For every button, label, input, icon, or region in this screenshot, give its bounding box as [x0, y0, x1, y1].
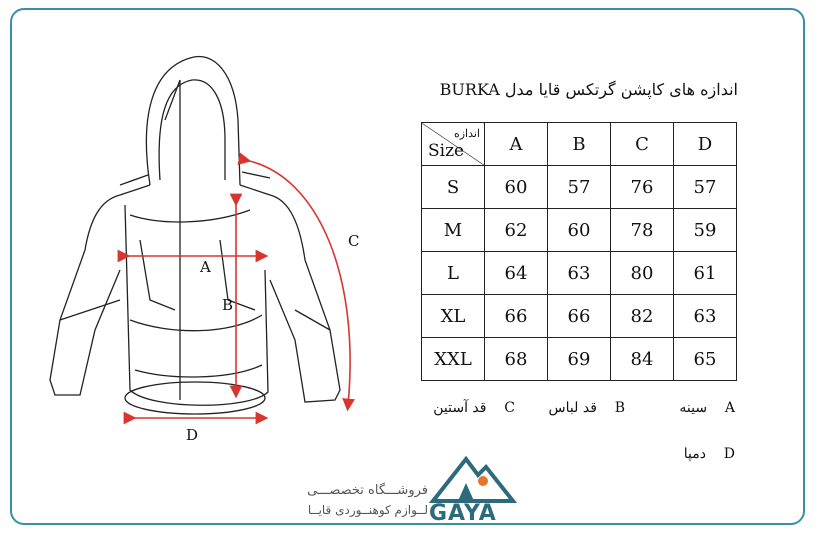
logo-brand: GAYA — [429, 501, 497, 526]
value-cell: 60 — [548, 209, 611, 252]
value-cell: 59 — [674, 209, 737, 252]
legend-d — [640, 446, 735, 462]
chart-title: اندازه های کاپشن گرتکس قایا مدل BURKA — [439, 80, 738, 99]
value-cell: 57 — [674, 166, 737, 209]
value-cell: 76 — [611, 166, 674, 209]
corner-label-fa: اندازه — [453, 127, 480, 140]
table-row — [422, 166, 737, 209]
corner-label-en: Size — [428, 141, 465, 161]
value-cell: 60 — [485, 166, 548, 209]
jacket-outline — [50, 57, 340, 414]
table-row — [422, 252, 737, 295]
column-header: A — [485, 123, 548, 166]
diagram-label-a: A — [200, 258, 211, 276]
legend-b — [530, 400, 625, 416]
value-cell: 78 — [611, 209, 674, 252]
mountain-logo-icon — [428, 455, 518, 505]
value-cell: 63 — [548, 252, 611, 295]
diagram-label-d: D — [186, 426, 199, 444]
legend-c — [420, 400, 515, 416]
legend-d-letter: D — [723, 446, 735, 462]
measurement-lines — [124, 160, 350, 418]
size-table — [421, 122, 737, 381]
value-cell: 69 — [548, 338, 611, 381]
legend-a-letter: A — [724, 400, 735, 416]
value-cell: 65 — [674, 338, 737, 381]
size-cell: S — [422, 166, 485, 209]
diagram-label-b: B — [222, 296, 234, 314]
table-row — [422, 295, 737, 338]
size-cell: L — [422, 252, 485, 295]
diagram-label-c: C — [348, 232, 360, 250]
value-cell: 80 — [611, 252, 674, 295]
value-cell: 64 — [485, 252, 548, 295]
size-cell: M — [422, 209, 485, 252]
column-header: C — [611, 123, 674, 166]
legend-b-text: قد لباس — [548, 400, 597, 416]
size-cell: XXL — [422, 338, 485, 381]
legend-d-text: دمپا — [683, 446, 706, 462]
legend-b-letter: B — [614, 400, 625, 416]
value-cell: 84 — [611, 338, 674, 381]
value-cell: 57 — [548, 166, 611, 209]
table-corner-cell — [422, 123, 485, 166]
value-cell: 62 — [485, 209, 548, 252]
value-cell: 68 — [485, 338, 548, 381]
logo-tagline-2: لــوازم کوهنــوردی قایــا — [307, 503, 428, 517]
table-row — [422, 338, 737, 381]
column-header: D — [674, 123, 737, 166]
legend-a — [640, 400, 735, 416]
value-cell: 66 — [548, 295, 611, 338]
logo-tagline-1: فروشـــگاه تخصصـــی — [307, 483, 428, 498]
value-cell: 61 — [674, 252, 737, 295]
column-header: B — [548, 123, 611, 166]
legend-a-text: سینه — [679, 400, 708, 416]
table-row — [422, 209, 737, 252]
legend-c-letter: C — [504, 400, 515, 416]
value-cell: 82 — [611, 295, 674, 338]
value-cell: 63 — [674, 295, 737, 338]
value-cell: 66 — [485, 295, 548, 338]
size-cell: XL — [422, 295, 485, 338]
legend-c-text: قد آستین — [433, 400, 487, 416]
table-header-row — [422, 123, 737, 166]
